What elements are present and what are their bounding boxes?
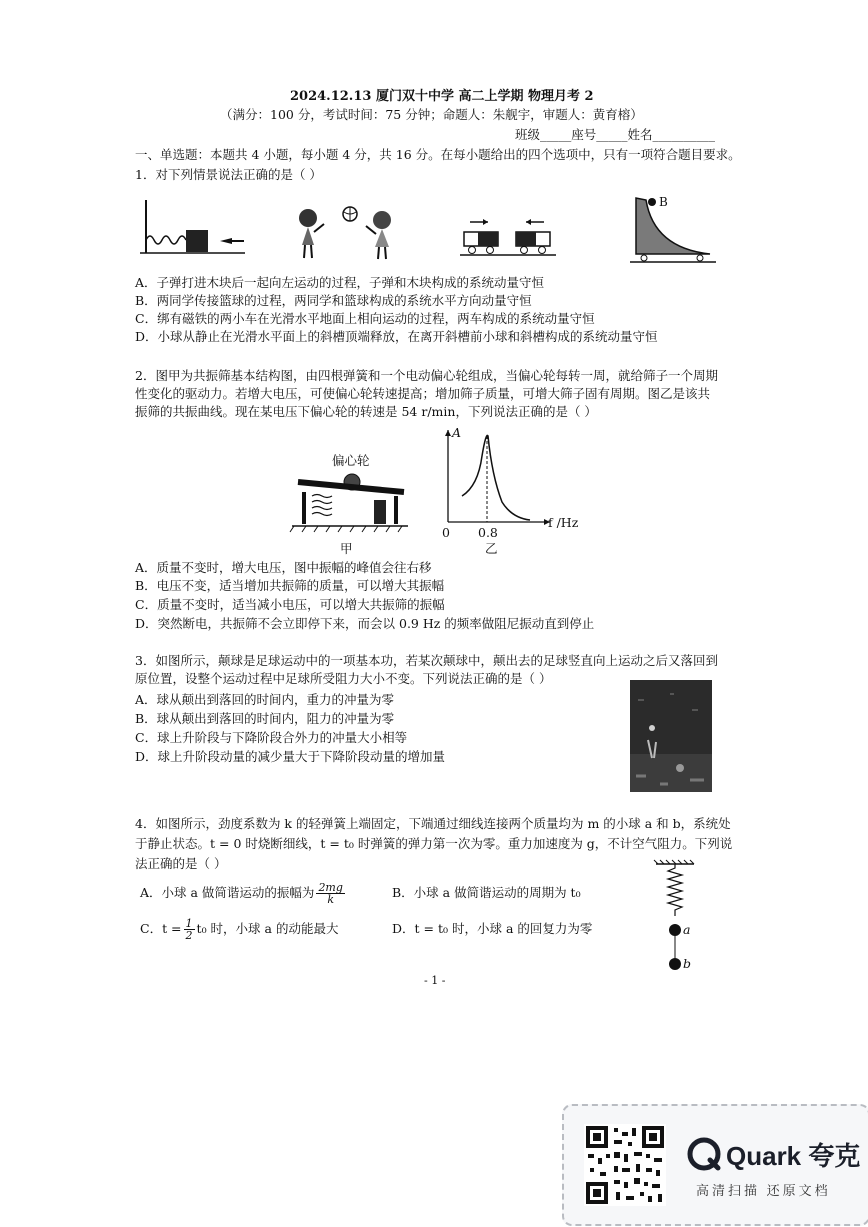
q1-stem: 1．对下列情景说法正确的是（ ） (135, 167, 322, 182)
q4-label-a: a (683, 922, 691, 937)
q4-option-c-numerator: 1 (185, 917, 193, 930)
q4-label-b: b (683, 956, 692, 971)
q1-fig-curved-slope (630, 194, 720, 264)
q1-option-a: A．子弹打进木块后一起向左运动的过程，子弹和木块构成的系统动量守恒 (135, 275, 545, 290)
q2-fig-yi-caption: 乙 (485, 541, 498, 556)
quark-tagline: 高清扫描 还原文档 (696, 1183, 831, 1198)
quark-logo-icon (688, 1138, 722, 1172)
q4-option-c-fraction (184, 918, 195, 941)
q4-option-b: B．小球 a 做简谐运动的周期为 t₀ (392, 885, 581, 900)
q4-option-c (140, 916, 338, 942)
q4-option-a-denominator: k (327, 893, 335, 906)
exam-info: （满分：100 分，考试时间：75 分钟；命题人：朱舰宇，审题人：黄育榕） (220, 107, 643, 122)
q2-option-d: D．突然断电，共振筛不会立即停下来，而会以 0.9 Hz 的频率做阻尼振动直到停止 (135, 616, 595, 631)
q1-fig-magnet-carts (460, 216, 560, 262)
q2-stem-line3: 振筛的共振曲线。现在某电压下偏心轮的转速是 54 r/min，下列说法正确的是（ ） (135, 404, 597, 419)
q4-option-a-fraction (316, 882, 344, 905)
q2-option-b: B．电压不变，适当增加共振筛的质量，可以增大其振幅 (135, 578, 445, 593)
q4-fig-spring-balls (650, 860, 700, 972)
q4-option-a-text: A．小球 a 做简谐运动的振幅为 (140, 885, 315, 900)
q1-fig-bullet-block (140, 198, 250, 258)
q4-option-c-denominator: 2 (185, 929, 193, 942)
q4-stem-line1: 4．如图所示，劲度系数为 k 的轻弹簧上端固定，下端通过细线连接两个质量均为 m 的小球 a 和 b，系统处 (135, 816, 731, 831)
q2-stem-line2: 性变化的驱动力。若增大电压，可使偏心轮转速提高；增加筛子质量，可增大筛子固有周期。图乙是该共 (135, 386, 711, 401)
q2-option-a: A．质量不变时，增大电压，图中振幅的峰值会往右移 (135, 560, 432, 575)
q4-stem-line3: 法正确的是（ ） (135, 856, 227, 871)
exam-title: 2024.12.13 厦门双十中学 高二上学期 物理月考 2 (290, 89, 594, 104)
q3-option-a: A．球从颠出到落回的时间内，重力的冲量为零 (135, 692, 395, 707)
quark-watermark (562, 1104, 868, 1226)
q3-stem-line1: 3．如图所示，颠球是足球运动中的一项基本功，若某次颠球中，颠出去的足球竖直向上运动之后又落回到 (135, 653, 718, 668)
q1-fig-basketball-kids (290, 204, 410, 262)
q2-fig-wheel-label: 偏心轮 (332, 453, 370, 468)
q4-option-a-numerator: 2mg (318, 881, 343, 894)
page-number: - 1 - (424, 974, 446, 987)
q4-option-a (140, 880, 347, 906)
q1-option-b: B．两同学传接篮球的过程，两同学和篮球构成的系统水平方向动量守恒 (135, 293, 532, 308)
q3-stem-line2: 原位置，设整个运动过程中足球所受阻力大小不变。下列说法正确的是（ ） (135, 671, 552, 686)
q1-fig-label-B: B (659, 195, 668, 209)
qr-code-icon (584, 1124, 666, 1206)
q2-fig-tick: 0.8 (478, 525, 498, 540)
q2-fig-origin: 0 (442, 525, 450, 540)
q3-option-d: D．球上升阶段动量的减少量大于下降阶段动量的增加量 (135, 749, 446, 764)
q2-option-c: C．质量不变时，适当减小电压，可以增大共振筛的振幅 (135, 597, 445, 612)
q2-fig-xaxis-label: f /Hz (548, 515, 579, 530)
q4-option-c-prefix: C．t = (140, 921, 182, 936)
q2-fig-yaxis-label: A (452, 425, 462, 440)
q3-option-c: C．球上升阶段与下降阶段合外力的冲量大小相等 (135, 730, 408, 745)
quark-brand: Quark 夸克 (726, 1141, 861, 1171)
q3-option-b: B．球从颠出到落回的时间内，阻力的冲量为零 (135, 711, 395, 726)
q2-fig-jia-caption: 甲 (340, 541, 353, 556)
q4-option-c-suffix: t₀ 时，小球 a 的动能最大 (196, 921, 339, 936)
q1-option-d: D．小球从静止在光滑水平面上的斜槽顶端释放，在离开斜槽前小球和斜槽构成的系统动量守恒 (135, 329, 658, 344)
q2-fig-sieve (292, 462, 410, 538)
q4-stem-line2: 于静止状态。t = 0 时烧断细线，t = t₀ 时弹簧的弹力第一次为零。重力加速度为 g，不计空气阻力。下列说 (135, 836, 733, 851)
q3-fig-juggling-photo (630, 680, 712, 792)
q1-option-c: C．绑有磁铁的两小车在光滑水平地面上相向运动的过程，两车构成的系统动量守恒 (135, 311, 595, 326)
q2-stem-line1: 2．图甲为共振筛基本结构图，由四根弹簧和一个电动偏心轮组成，当偏心轮每转一周，就给筛子一个周期 (135, 368, 718, 383)
student-fields: 班级_____座号_____姓名__________ (515, 127, 716, 142)
section-heading: 一、单选题：本题共 4 小题，每小题 4 分，共 16 分。在每小题给出的四个选项中，只有一项符合题目要求。 (135, 147, 741, 162)
q4-option-d: D．t = t₀ 时，小球 a 的回复力为零 (392, 921, 593, 936)
